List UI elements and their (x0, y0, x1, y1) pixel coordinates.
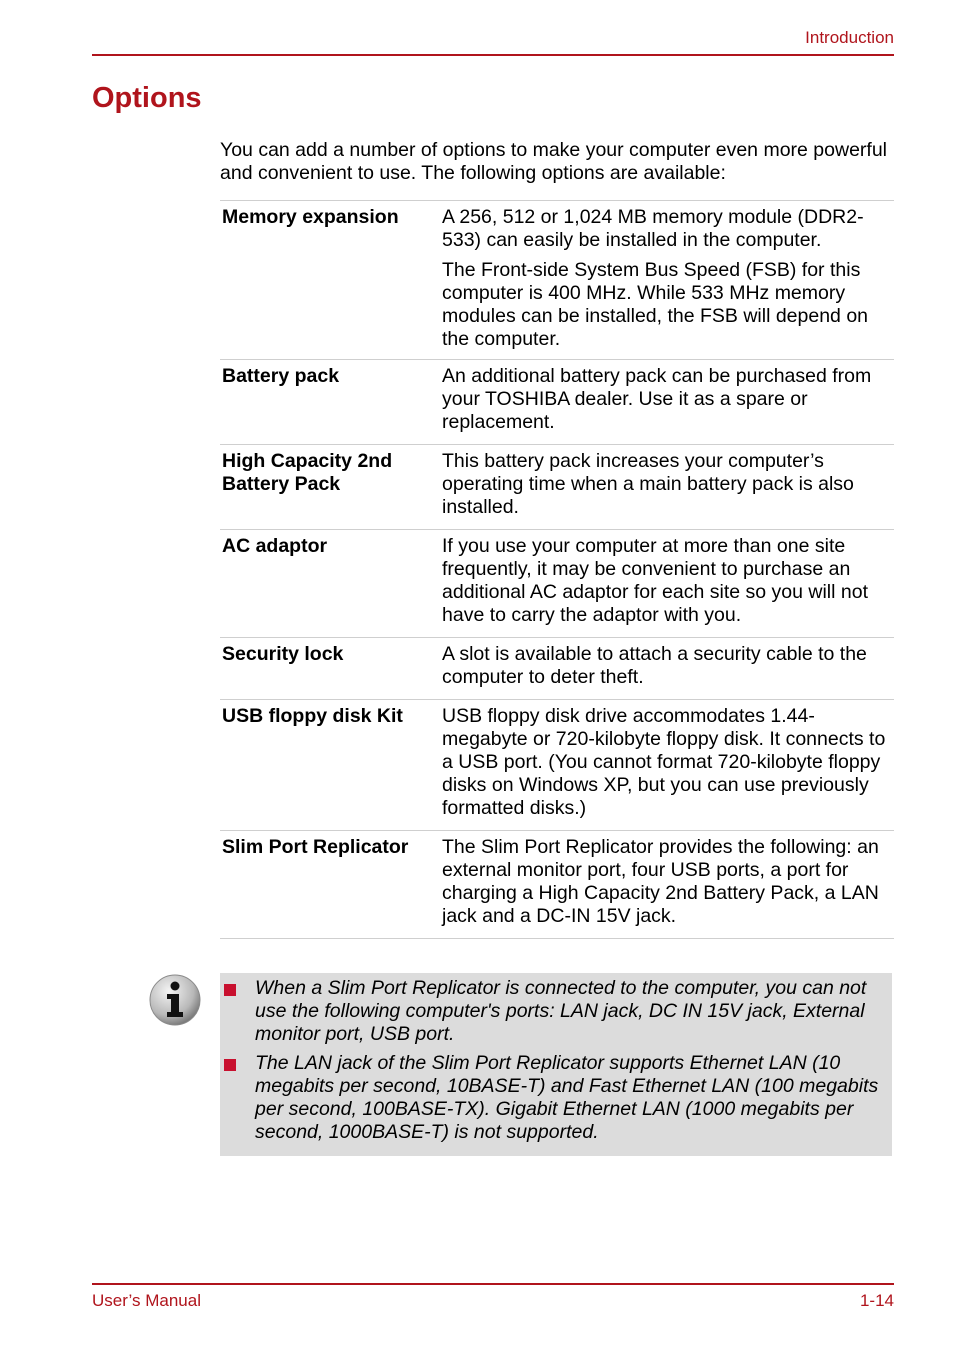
option-paragraph: USB floppy disk drive accommodates 1.44-megabyte or 720-kilobyte floppy disk. It connects to a USB port. (You cannot format 720-kilobyte floppy disks on Windows XP, but you can use previously formatted disks.) (442, 705, 886, 819)
option-row (220, 700, 894, 831)
option-description (442, 450, 894, 519)
info-icon (148, 973, 202, 1027)
option-row (220, 445, 894, 530)
option-paragraph: A 256, 512 or 1,024 MB memory module (DDR2-533) can easily be installed in the computer. (442, 206, 864, 251)
option-term: Memory expansion (222, 206, 399, 228)
option-term: AC adaptor (222, 535, 328, 557)
footer-manual-label: User’s Manual (92, 1291, 201, 1310)
note-text: The LAN jack of the Slim Port Replicator supports Ethernet LAN (10 megabits per second, 10BASE-T) and Fast Ethernet LAN (100 megabits per second, 100BASE-TX). Gigabit Ethernet LAN (1000 megabits per second, 1000BASE-T) is not supported. (255, 1052, 879, 1143)
intro-paragraph: You can add a number of options to make your computer even more powerful and convenient to use. The following options are available: (220, 139, 887, 184)
option-description (442, 365, 894, 434)
note-list (220, 973, 892, 1144)
option-row (220, 360, 894, 445)
option-paragraph: An additional battery pack can be purchased from your TOSHIBA dealer. Use it as a spare or replacement. (442, 365, 872, 433)
note-text: When a Slim Port Replicator is connected to the computer, you can not use the following computer's ports: LAN jack, DC IN 15V jack, External monitor port, USB port. (255, 977, 867, 1045)
option-row (220, 638, 894, 700)
option-paragraph: The Front-side System Bus Speed (FSB) for this computer is 400 MHz. While 533 MHz memory modules can be installed, the FSB will depend on the computer. (442, 259, 869, 350)
option-term: Battery pack (222, 365, 340, 387)
options-table (220, 200, 894, 939)
option-description (442, 535, 894, 627)
header-section-label: Introduction (805, 28, 894, 47)
option-term: USB floppy disk Kit (222, 705, 403, 727)
note-box (220, 973, 892, 1156)
bullet-square-icon (224, 984, 236, 996)
note-item (220, 1052, 884, 1144)
option-description (442, 643, 894, 689)
option-term: Security lock (222, 643, 344, 665)
option-paragraph: This battery pack increases your computer’s operating time when a main battery pack is also installed. (442, 450, 854, 518)
note-item (220, 977, 884, 1046)
bullet-square-icon (224, 1059, 236, 1071)
footer-rule (92, 1283, 894, 1285)
option-row (220, 201, 894, 360)
option-paragraph: A slot is available to attach a security cable to the computer to deter theft. (442, 643, 867, 688)
option-description (442, 206, 894, 351)
page-title: Options (92, 82, 202, 114)
option-paragraph: The Slim Port Replicator provides the following: an external monitor port, four USB ports, a port for charging a High Capacity 2nd Battery Pack, a LAN jack and a DC-IN 15V jack. (442, 836, 879, 927)
option-term: High Capacity 2nd Battery Pack (222, 450, 393, 495)
header-rule (92, 54, 894, 56)
option-description (442, 836, 894, 928)
option-row (220, 831, 894, 939)
option-term: Slim Port Replicator (222, 836, 409, 858)
option-description (442, 705, 894, 820)
option-row (220, 530, 894, 638)
page-number: 1-14 (859, 1291, 894, 1310)
option-paragraph: If you use your computer at more than one site frequently, it may be convenient to purchase an additional AC adaptor for each site so you will not have to carry the adaptor with you. (442, 535, 869, 626)
